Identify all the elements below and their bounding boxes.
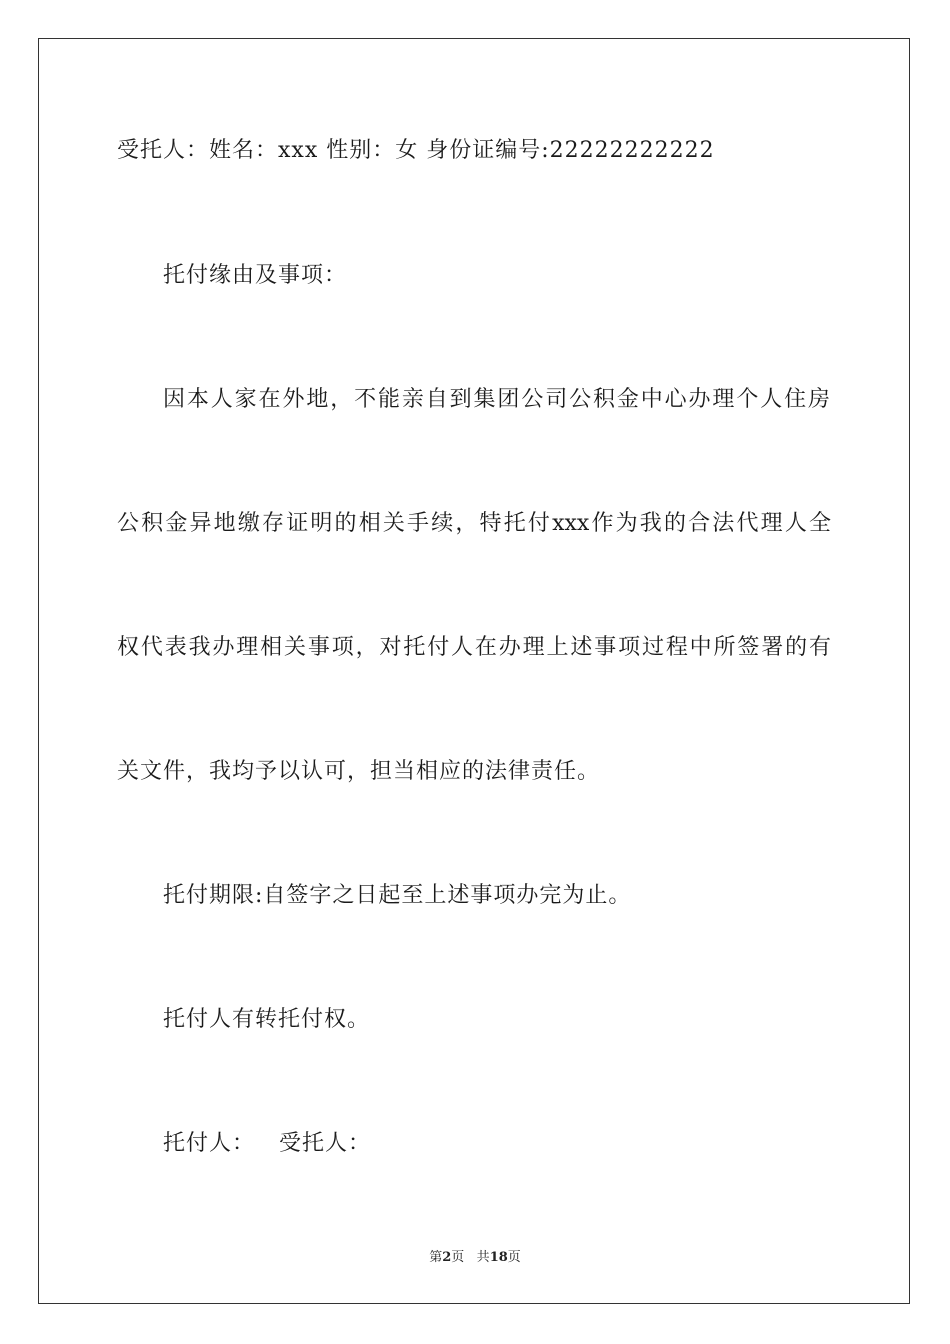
footer-total-prefix: 共 <box>476 1250 490 1265</box>
entrust-reason-heading: 托付缘由及事项： <box>163 263 348 288</box>
footer-page-number: 2 <box>442 1250 452 1265</box>
entrust-period-line: 托付期限:自签字之日起至上述事项办完为止。 <box>163 883 632 908</box>
body-paragraph-line-2: 公积金异地缴存证明的相关手续，特托付xxx作为我的合法代理人全 <box>117 511 831 536</box>
footer-page-prefix: 第 <box>429 1250 443 1265</box>
trustee-info-line: 受托人：姓名：xxx 性别：女 身份证编号:22222222222 <box>117 138 715 163</box>
footer-total-pages: 18 <box>489 1250 508 1265</box>
signature-line: 托付人： 受托人： <box>163 1131 371 1156</box>
footer-page-suffix: 页 <box>451 1250 465 1265</box>
body-paragraph-line-1: 因本人家在外地，不能亲自到集团公司公积金中心办理个人住房 <box>163 387 831 412</box>
body-paragraph-line-3: 权代表我办理相关事项，对托付人在办理上述事项过程中所签署的有 <box>117 635 831 660</box>
footer-total-suffix: 页 <box>507 1250 521 1265</box>
body-paragraph-line-4: 关文件，我均予以认可，担当相应的法律责任。 <box>117 759 601 784</box>
sub-delegation-line: 托付人有转托付权。 <box>163 1007 371 1032</box>
page-footer <box>0 1249 950 1267</box>
page-border <box>38 38 910 1304</box>
